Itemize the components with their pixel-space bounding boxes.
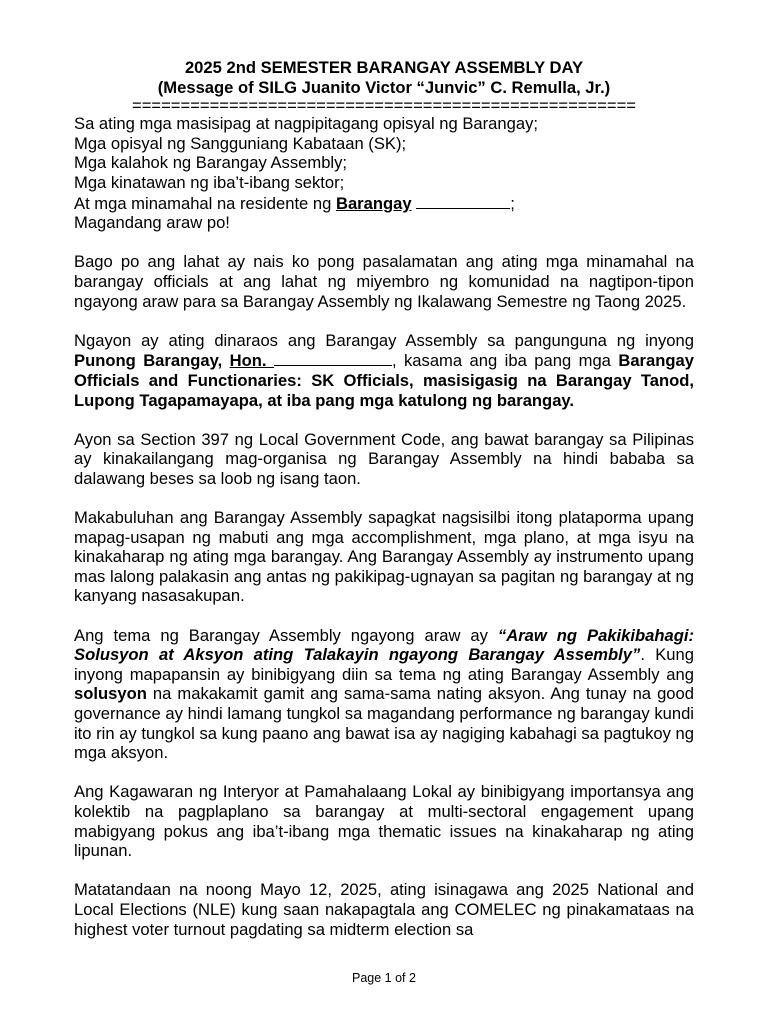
paragraph-4: Makabuluhan ang Barangay Assembly sapagkat nagsisilbi itong plataporma upang mapag-usapan ng mabuti ang mga accomplishment, mga plano, at mga isyu na kinakaharap ng ating mga barangay. Ang Barangay Assembly ay instrumento upang mas lalong palakasin ang antas ng pakikipag-ugnayan sa pagitan ng barangay at ng kanyang nasasakupan. xyxy=(74,508,694,606)
salutation-block xyxy=(74,114,694,233)
barangay-name-blank xyxy=(416,193,510,209)
paragraph-2 xyxy=(74,331,694,410)
salutation-last-prefix: At mga minamahal na residente ng xyxy=(74,193,336,213)
punong-barangay-name-blank xyxy=(274,350,392,366)
salutation-line: Sa ating mga masisipag at nagpipitagang opisyal ng Barangay; xyxy=(74,114,539,134)
salutation-line xyxy=(74,193,694,214)
paragraph-7: Matatandaan na noong Mayo 12, 2025, ating isinagawa ang 2025 National and Local Elections (NLE) kung saan nakapagtala ang COMELEC ng pinakamataas na highest voter turnout pagdating sa midterm election sa xyxy=(74,880,694,939)
greeting: Magandang araw po! xyxy=(74,213,230,233)
document-title: 2025 2nd SEMESTER BARANGAY ASSEMBLY DAY xyxy=(184,58,584,77)
p5-text-c: na makakamit gamit ang sama-sama nating aksyon. Ang tunay na good governance ay hindi lamang tungkol sa magandang performance ng barangay kundi ito rin ay tungkol sa kung paano ang bawat isa ay nagiging kabahagi sa pagtukoy ng mga aksyon. xyxy=(74,684,694,763)
document-page xyxy=(74,58,694,939)
paragraph-5 xyxy=(74,626,694,763)
p2-text-a: Ngayon ay ating dinaraos ang Barangay Assembly sa pangunguna ng inyong xyxy=(74,330,694,350)
p5-text-b: . Kung inyong mapapansin ay binibigyang diin sa tema ng ating Barangay Assembly ang xyxy=(74,645,694,684)
assembly-theme: “Araw ng Pakikibahagi: Solusyon at Aksyon ating Talakayin ngayong Barangay Assembly” xyxy=(74,625,695,665)
p5-solusyon: solusyon xyxy=(74,684,147,704)
paragraph-3: Ayon sa Section 397 ng Local Government Code, ang bawat barangay sa Pilipinas ay kinakailangang mag-organisa ng Barangay Assembly na hindi bababa sa dalawang beses sa loob ng isang taon. xyxy=(74,429,694,488)
document-subtitle: (Message of SILG Juanito Victor “Junvic” C. Remulla, Jr.) xyxy=(157,77,611,97)
p2-text-d: , kasama ang iba pang mga xyxy=(391,351,619,371)
salutation-line: Mga opisyal ng Sangguniang Kabataan (SK); xyxy=(74,133,407,153)
salutation-line: Mga kalahok ng Barangay Assembly; xyxy=(74,153,348,173)
salutation-line: Mga kinatawan ng iba’t-ibang sektor; xyxy=(74,172,345,192)
p2-hon: Hon. xyxy=(229,351,274,371)
salutation-last-suffix: ; xyxy=(510,193,515,213)
p2-punong-barangay: Punong Barangay, xyxy=(74,351,230,371)
p2-officials: Barangay Officials and Functionaries: SK Officials, masisigasig na Barangay Tanod, Lupong Tagapamayapa, at iba pang mga katulong ng barangay. xyxy=(74,351,694,410)
p5-text-a: Ang tema ng Barangay Assembly ngayong araw ay xyxy=(74,625,498,645)
paragraph-1: Bago po ang lahat ay nais ko pong pasalamatan ang ating mga minamahal na barangay officials at ang lahat ng miyembro ng komunidad na nagtipon-tipon ngayong araw para sa Barangay Assembly ng Ikalawang Semestre ng Taong 2025. xyxy=(74,252,694,311)
page-number: Page 1 of 2 xyxy=(352,971,416,985)
separator-rule: ==================================================== xyxy=(132,97,636,115)
barangay-label: Barangay xyxy=(335,193,412,213)
paragraph-6: Ang Kagawaran ng Interyor at Pamahalaang Lokal ay binibigyang importansya ang kolektib na pagplaplano sa barangay at multi-sectoral engagement upang mabigyang pokus ang iba’t-ibang mga thematic issues na kinakaharap ng ating lipunan. xyxy=(74,782,694,861)
